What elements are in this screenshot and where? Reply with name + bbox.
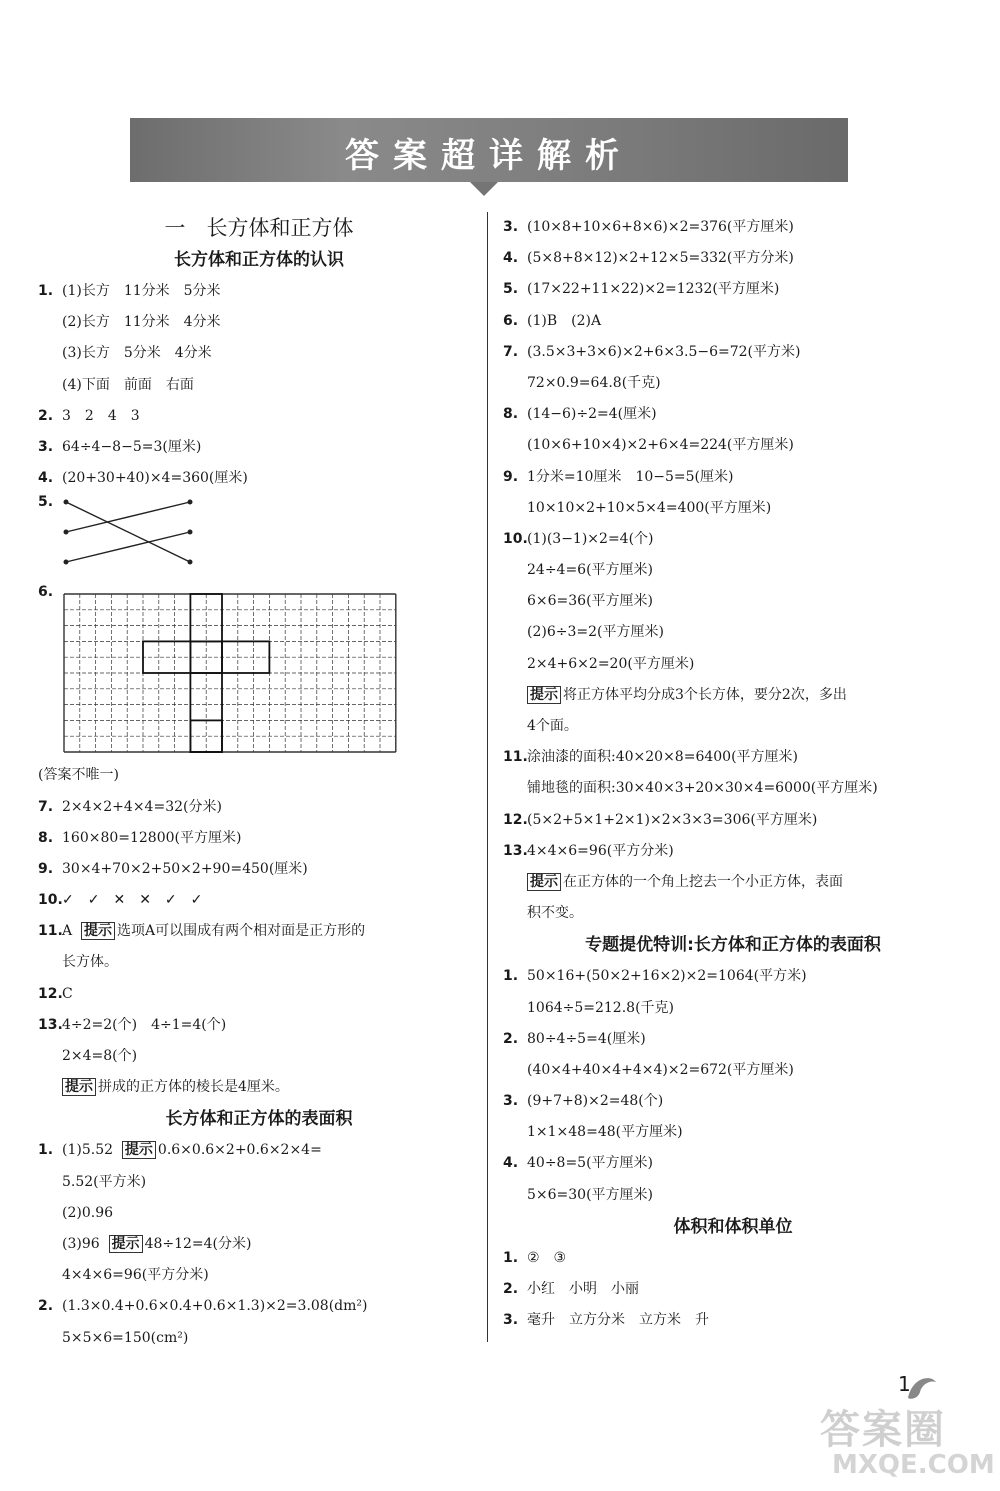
left-column	[38, 212, 480, 1354]
section-title: 体积和体积单位	[673, 1216, 793, 1237]
answer-item: 1. 50×16+(50×2+16×2)×2=1064(平方米)	[503, 968, 807, 985]
answer-line: 铺地毯的面积:30×40×3+20×30×4=6000(平方厘米)	[527, 780, 878, 797]
answer-line: (2)0.96	[62, 1204, 114, 1221]
answer-line: (3)长方 5分米 4分米	[62, 345, 212, 362]
answer-line: 6×6=36(平方厘米)	[527, 593, 654, 610]
answer-item: 10.✓ ✓ ✕ ✕ ✓ ✓	[38, 892, 203, 909]
answer-item: 8. 160×80=12800(平方厘米)	[38, 829, 242, 846]
answer-line: 4×4×6=96(平方分米)	[62, 1267, 209, 1284]
answer-item: 8. (14−6)÷2=4(厘米)	[503, 406, 657, 423]
answer-item: 6. (1)B (2)A	[503, 312, 602, 329]
answer-item: 2. (1.3×0.4+0.6×0.4+0.6×1.3)×2=3.08(dm²)	[38, 1298, 368, 1315]
title-banner	[130, 118, 848, 182]
hint-label: 提示	[109, 1235, 143, 1253]
answer-item: 12.(5×2+5×1+2×1)×2×3×3=306(平方厘米)	[503, 811, 818, 828]
answer-item: 2. 小红 小明 小丽	[503, 1281, 639, 1297]
answer-item: 9. 30×4+70×2+50×2+90=450(厘米)	[38, 860, 308, 877]
section-title: 长方体和正方体的表面积	[165, 1109, 353, 1130]
answer-item: 1. (1)5.52 提示 0.6×0.6×2+0.6×2×4=	[38, 1142, 322, 1159]
answer-line: (2)6÷3=2(平方厘米)	[527, 624, 664, 641]
chapter-title: 一 长方体和正方体	[164, 216, 354, 240]
answer-line: 长方体。	[62, 954, 118, 971]
answer-line: 24÷4=6(平方厘米)	[527, 562, 654, 579]
banner-title: 答案超详解析	[345, 136, 633, 176]
matching-lines-figure: 5.	[38, 494, 480, 584]
answer-line: 1×1×48=48(平方厘米)	[527, 1124, 683, 1141]
answer-item: 13.4×4×6=96(平方分米)	[503, 842, 674, 859]
answer-line: 10×10×2+10×5×4=400(平方厘米)	[527, 499, 772, 516]
answer-line: 1064÷5=212.8(千克)	[527, 999, 674, 1016]
hint-label: 提示	[527, 686, 561, 704]
answer-item: 3. (10×8+10×6+8×6)×2=376(平方厘米)	[503, 219, 794, 235]
answer-item: 3. 64÷4−8−5=3(厘米)	[38, 438, 202, 455]
answer-item: 7. (3.5×3+3×6)×2+6×3.5−6=72(平方米)	[503, 343, 801, 360]
section-title: 专题提优特训:长方体和正方体的表面积	[585, 935, 881, 956]
answer-item: 4. (20+30+40)×4=360(厘米)	[38, 470, 248, 487]
answer-line: 提示 在正方体的一个角上挖去一个小正方体，表面	[503, 867, 963, 898]
column-divider	[487, 212, 488, 1342]
answer-item: 3. 毫升 立方分米 立方米 升	[503, 1312, 709, 1329]
right-column	[503, 212, 963, 1336]
answer-line: (3)96 提示 48÷12=4(分米)	[62, 1235, 252, 1252]
answer-item: 5. (17×22+11×22)×2=1232(平方厘米)	[503, 281, 780, 298]
answer-line: 4个面。	[527, 718, 578, 734]
answer-item: 11.涂油漆的面积:40×20×8=6400(平方厘米)	[503, 749, 798, 766]
answer-item: 9. 1分米=10厘米 10−5=5(厘米)	[503, 468, 734, 485]
answer-item: 4. (5×8+8×12)×2+12×5=332(平方分米)	[503, 250, 794, 267]
answer-note: (答案不唯一)	[38, 767, 119, 784]
answer-line: 提示 将正方体平均分成3个长方体，要分2次，多出	[503, 680, 963, 711]
answer-line: 5×5×6=150(cm²)	[62, 1329, 189, 1346]
watermark-logo: 答案圈	[820, 1407, 946, 1453]
hint-label: 提示	[62, 1078, 96, 1096]
answer-line: (4)下面 前面 右面	[62, 376, 194, 393]
matching-lines-diagram	[62, 494, 202, 574]
answer-item: 3. (9+7+8)×2=48(个)	[503, 1093, 664, 1110]
answer-line: 5×6=30(平方厘米)	[527, 1186, 654, 1203]
answer-item: 4. 40÷8=5(平方厘米)	[503, 1155, 654, 1172]
answer-line: 2×4=8(个)	[62, 1048, 138, 1064]
answer-line: 2×4+6×2=20(平方厘米)	[527, 655, 695, 672]
answer-line: 5.52(平方米)	[62, 1173, 147, 1190]
cube-net-grid-figure: 6.	[38, 584, 480, 760]
answer-item: 12.C	[38, 985, 73, 1002]
cube-net-grid	[62, 592, 402, 757]
answer-item: 1. (1)长方 11分米 5分米	[38, 283, 221, 299]
answer-item: 1. ② ③	[503, 1249, 567, 1266]
answer-item: 7. 2×4×2+4×4=32(分米)	[38, 798, 222, 815]
answer-line: (2)长方 11分米 4分米	[62, 314, 221, 331]
hint-label: 提示	[122, 1141, 156, 1159]
answer-item: 2. 3 2 4 3	[38, 407, 140, 424]
page-number: 1	[898, 1372, 911, 1396]
answer-item: 2. 80÷4÷5=4(厘米)	[503, 1030, 646, 1047]
answer-line: (10×6+10×4)×2+6×4=224(平方厘米)	[527, 437, 794, 454]
answer-line: 积不变。	[527, 905, 583, 922]
answer-item: 10.(1)(3−1)×2=4(个)	[503, 530, 654, 547]
answer-line: 72×0.9=64.8(千克)	[527, 374, 661, 391]
watermark-site: MXQE.COM	[832, 1450, 995, 1480]
answer-line: (40×4+40×4+4×4)×2=672(平方厘米)	[527, 1061, 794, 1078]
hint-label: 提示	[527, 873, 561, 891]
answer-item: 13.4÷2=2(个) 4÷1=4(个)	[38, 1016, 227, 1033]
section-title: 长方体和正方体的认识	[174, 250, 344, 270]
answer-item: 11.A 提示 选项A可以围成有两个相对面是正方形的	[38, 923, 366, 940]
hint-label: 提示	[81, 922, 115, 940]
answer-line: 提示 拼成的正方体的棱长是4厘米。	[38, 1072, 480, 1103]
